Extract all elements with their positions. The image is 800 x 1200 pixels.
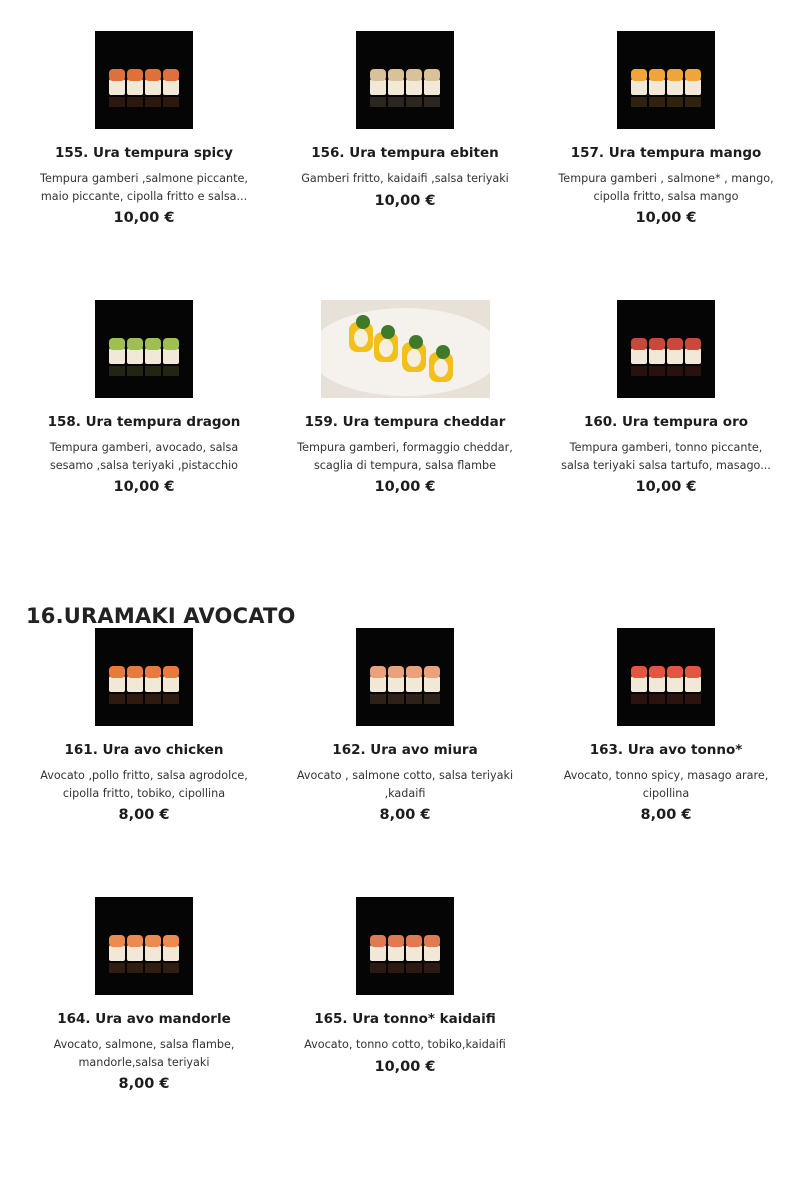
sushi-photo[interactable] bbox=[95, 300, 193, 398]
item-description-line: cipollina bbox=[642, 786, 690, 800]
item-description bbox=[14, 767, 274, 802]
item-description bbox=[275, 767, 535, 802]
item-price: 10,00 € bbox=[374, 479, 436, 495]
item-description-line: Avocato , salmone cotto, salsa teriyaki bbox=[296, 769, 514, 782]
item-description-line: sesamo ,salsa teriyaki ,pistacchio bbox=[49, 458, 239, 472]
item-description bbox=[275, 439, 535, 474]
sushi-photo[interactable] bbox=[617, 628, 715, 726]
menu-item-card[interactable] bbox=[14, 628, 274, 823]
sushi-photo[interactable] bbox=[95, 628, 193, 726]
menu-item-card[interactable] bbox=[536, 628, 796, 823]
item-name[interactable]: 162. Ura avo miura bbox=[332, 742, 478, 758]
item-description-line: ,kadaifi bbox=[384, 786, 426, 800]
item-description bbox=[275, 170, 535, 188]
item-name[interactable]: 164. Ura avo mandorle bbox=[57, 1011, 231, 1027]
item-description bbox=[14, 439, 274, 474]
item-description-line: Tempura gamberi, formaggio cheddar, bbox=[297, 441, 513, 454]
item-description bbox=[536, 439, 796, 474]
item-price: 8,00 € bbox=[640, 807, 692, 823]
item-description-line: salsa teriyaki salsa tartufo, masago... bbox=[561, 458, 771, 472]
menu-item-card[interactable] bbox=[536, 300, 796, 495]
item-name[interactable]: 163. Ura avo tonno* bbox=[589, 742, 743, 758]
menu-item-card[interactable] bbox=[275, 31, 535, 209]
item-description-line: Avocato, tonno spicy, masago arare, bbox=[563, 769, 769, 782]
item-description-line: maio piccante, cipolla fritto e salsa... bbox=[40, 189, 248, 203]
menu-item-card[interactable] bbox=[536, 31, 796, 226]
item-price: 10,00 € bbox=[635, 210, 697, 226]
item-price: 8,00 € bbox=[118, 1076, 170, 1092]
sushi-photo[interactable] bbox=[617, 300, 715, 398]
menu-item-card[interactable] bbox=[275, 897, 535, 1075]
sushi-photo[interactable] bbox=[95, 897, 193, 995]
item-description-line: mandorle,salsa teriyaki bbox=[78, 1055, 210, 1069]
item-price: 10,00 € bbox=[635, 479, 697, 495]
item-price: 10,00 € bbox=[374, 192, 436, 209]
item-price: 10,00 € bbox=[374, 1058, 436, 1075]
item-description-line: Tempura gamberi, avocado, salsa bbox=[49, 441, 239, 454]
menu-item-card[interactable] bbox=[14, 897, 274, 1092]
sushi-photo[interactable] bbox=[356, 897, 454, 995]
menu-item-card[interactable] bbox=[275, 628, 535, 823]
item-name[interactable]: 158. Ura tempura dragon bbox=[47, 414, 241, 430]
sushi-photo[interactable] bbox=[356, 628, 454, 726]
item-description-line: Tempura gamberi, tonno piccante, bbox=[569, 441, 763, 454]
sushi-photo[interactable] bbox=[356, 31, 454, 129]
sushi-photo[interactable] bbox=[617, 31, 715, 129]
item-description bbox=[536, 170, 796, 205]
section-title: 16.URAMAKI AVOCATO bbox=[26, 604, 296, 628]
menu-item-card[interactable] bbox=[14, 31, 274, 226]
item-price: 10,00 € bbox=[113, 210, 175, 226]
item-name[interactable]: 160. Ura tempura oro bbox=[583, 414, 749, 430]
item-description bbox=[14, 1036, 274, 1071]
item-description bbox=[536, 767, 796, 802]
item-description-line: scaglia di tempura, salsa flambe bbox=[313, 458, 497, 472]
item-name[interactable]: 159. Ura tempura cheddar bbox=[304, 414, 506, 430]
item-name[interactable]: 157. Ura tempura mango bbox=[570, 145, 762, 161]
item-name[interactable]: 156. Ura tempura ebiten bbox=[311, 145, 499, 161]
item-price: 8,00 € bbox=[379, 807, 431, 823]
menu-item-card[interactable] bbox=[275, 300, 535, 495]
item-description-line: cipolla fritto, salsa mango bbox=[593, 189, 739, 203]
item-description-line: Tempura gamberi ,salmone piccante, bbox=[40, 172, 248, 185]
item-description bbox=[14, 170, 274, 205]
menu-item-card[interactable] bbox=[14, 300, 274, 495]
item-name[interactable]: 155. Ura tempura spicy bbox=[55, 145, 233, 161]
item-description-line: Tempura gamberi , salmone* , mango, bbox=[558, 172, 774, 185]
item-description-line: Avocato, tonno cotto, tobiko,kaidaifi bbox=[304, 1038, 506, 1051]
item-description bbox=[275, 1036, 535, 1054]
sushi-photo[interactable] bbox=[95, 31, 193, 129]
item-description-line: cipolla fritto, tobiko, cipollina bbox=[62, 786, 226, 800]
item-price: 8,00 € bbox=[118, 807, 170, 823]
item-description-line: Avocato, salmone, salsa flambe, bbox=[53, 1038, 235, 1051]
item-description-line: Avocato ,pollo fritto, salsa agrodolce, bbox=[40, 769, 248, 782]
item-name[interactable]: 161. Ura avo chicken bbox=[64, 742, 224, 758]
sushi-photo[interactable] bbox=[321, 300, 490, 398]
item-price: 10,00 € bbox=[113, 479, 175, 495]
item-name[interactable]: 165. Ura tonno* kaidaifi bbox=[314, 1011, 496, 1027]
item-description-line: Gamberi fritto, kaidaifi ,salsa teriyaki bbox=[301, 172, 509, 185]
